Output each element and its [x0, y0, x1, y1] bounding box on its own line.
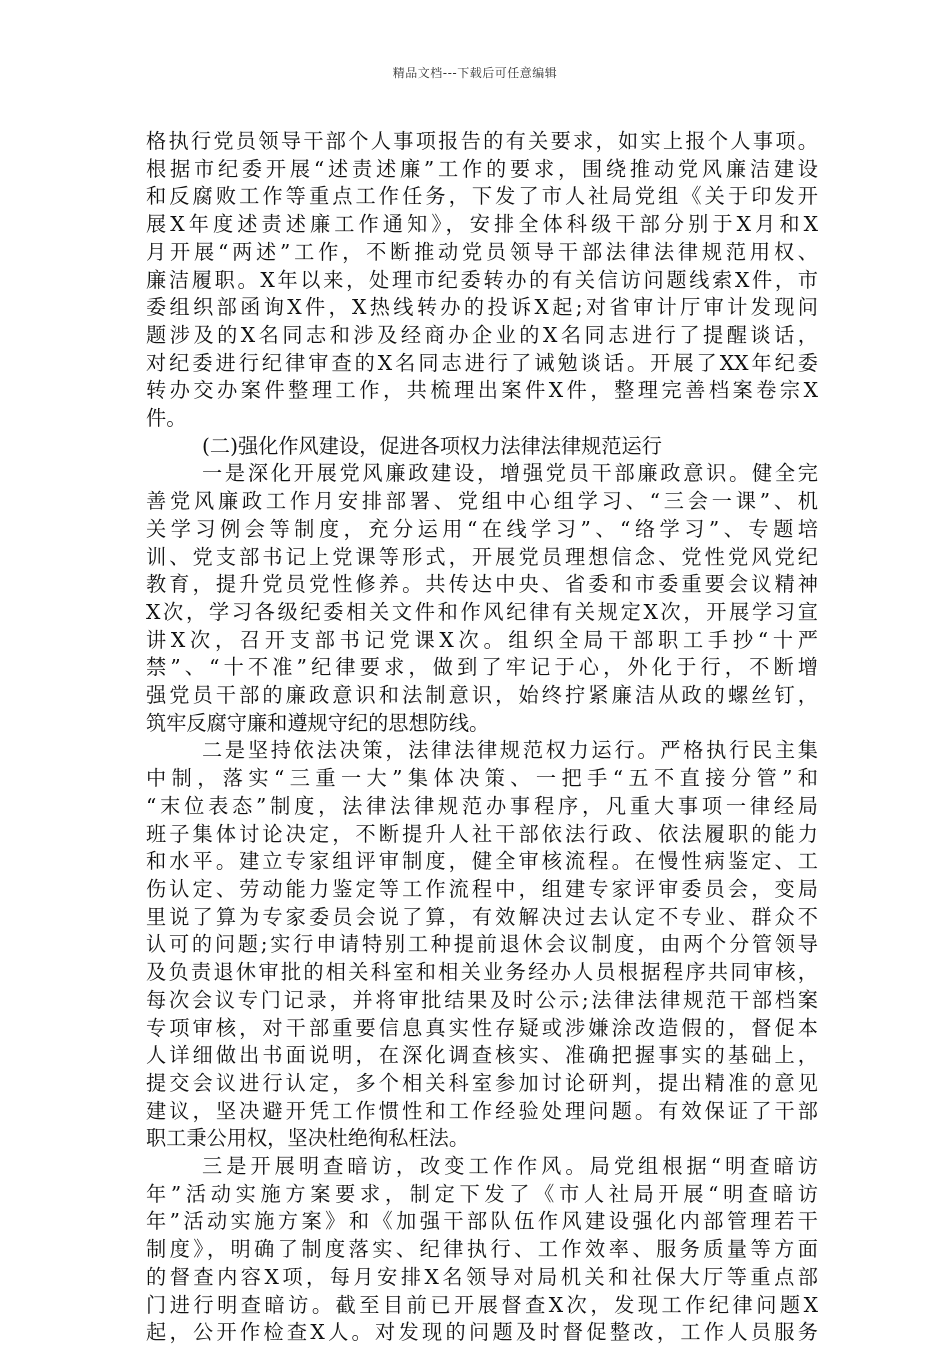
text-line: 善党风廉政工作月安排部署、党组中心组学习、“三会一课”、机	[146, 489, 818, 514]
text-line: 里说了算为专家委员会说了算，有效解决过去认定不专业、群众不	[146, 904, 818, 929]
text-line: (二)强化作风建设，促进各项权力法律法律规范运行	[202, 433, 662, 458]
text-line: 格执行党员领导干部个人事项报告的有关要求，如实上报个人事项。	[146, 129, 818, 153]
text-line: 职工秉公用权，坚决杜绝徇私枉法。	[146, 1126, 470, 1151]
text-line: 专项审核，对干部重要信息真实性存疑或涉嫌涂改造假的，督促本	[146, 1015, 818, 1040]
text-line: 和反腐败工作等重点工作任务，下发了市人社局党组《关于印发开	[146, 184, 818, 209]
text-line: 年”活动实施方案》和《加强干部队伍作风建设强化内部管理若干	[146, 1209, 818, 1234]
text-line: 廉洁履职。X年以来，处理市纪委转办的有关信访问题线索X件，市	[146, 267, 818, 292]
page-header: 精品文档---下载后可任意编辑	[392, 66, 558, 80]
text-line: 对纪委进行纪律审查的X名同志进行了诫勉谈话。开展了XX年纪委	[146, 350, 818, 375]
text-line: 三是开展明查暗访，改变工作作风。局党组根据“明查暗访	[202, 1154, 818, 1179]
text-line: 强党员干部的廉政意识和法制意识，始终拧紧廉洁从政的螺丝钉，	[146, 683, 818, 708]
text-line: 和水平。建立专家组评审制度，健全审核流程。在慢性病鉴定、工	[146, 849, 818, 874]
text-line: 及负责退休审批的相关科室和相关业务经办人员根据程序共同审核，	[146, 960, 818, 985]
text-line: 禁”、“十不准”纪律要求，做到了牢记于心，外化于行，不断增	[146, 655, 818, 680]
text-line: 伤认定、劳动能力鉴定等工作流程中，组建专家评审委员会，变局	[146, 876, 818, 901]
text-line: 一是深化开展党风廉政建设，增强党员干部廉政意识。健全完	[202, 461, 818, 486]
text-line: 人详细做出书面说明，在深化调查核实、准确把握事实的基础上，	[146, 1043, 818, 1068]
text-line: 筑牢反腐守廉和遵规守纪的思想防线。	[146, 710, 490, 735]
text-line: 讲X次，召开支部书记党课X次。组织全局干部职工手抄“十严	[146, 627, 818, 652]
text-line: 班子集体讨论决定，不断提升人社干部依法行政、依法履职的能力	[146, 821, 818, 846]
text-line: 年”活动实施方案要求，制定下发了《市人社局开展“明查暗访	[146, 1181, 818, 1206]
text-line: 的督查内容X项，每月安排X名领导对局机关和社保大厅等重点部	[146, 1264, 818, 1289]
text-line: 制度》，明确了制度落实、纪律执行、工作效率、服务质量等方面	[146, 1237, 818, 1262]
text-line: 展X年度述责述廉工作通知》，安排全体科级干部分别于X月和X	[146, 212, 818, 237]
text-line: 训、党支部书记上党课等形式，开展党员理想信念、党性党风党纪	[146, 544, 818, 569]
text-line: 提交会议进行认定，多个相关科室参加讨论研判，提出精准的意见	[146, 1070, 818, 1095]
text-line: 认可的问题;实行申请特别工种提前退休会议制度，由两个分管领导	[146, 932, 818, 957]
text-line: X次，学习各级纪委相关文件和作风纪律有关规定X次，开展学习宣	[146, 599, 818, 624]
text-line: 题涉及的X名同志和涉及经商办企业的X名同志进行了提醒谈话，	[146, 322, 818, 347]
text-line: 转办交办案件整理工作，共梳理出案件X件，整理完善档案卷宗X	[146, 378, 818, 403]
text-line: 委组织部函询X件，X热线转办的投诉X起;对省审计厅审计发现问	[146, 295, 818, 320]
text-line: 根据市纪委开展“述责述廉”工作的要求，围绕推动党风廉洁建设	[146, 156, 818, 181]
text-line: 门进行明查暗访。截至目前已开展督查X次，发现工作纪律问题X	[146, 1292, 818, 1317]
text-line: 每次会议专门记录，并将审批结果及时公示;法律法律规范干部档案	[146, 987, 818, 1012]
text-line: 教育，提升党员党性修养。共传达中央、省委和市委重要会议精神	[146, 572, 818, 597]
document-body	[146, 128, 818, 1347]
text-line: “末位表态”制度，法律法律规范办事程序，凡重大事项一律经局	[146, 793, 818, 818]
text-line: 起，公开作检查X人。对发现的问题及时督促整改，工作人员服务	[146, 1320, 818, 1345]
text-line: 二是坚持依法决策，法律法律规范权力运行。严格执行民主集	[202, 738, 818, 763]
text-line: 关学习例会等制度，充分运用“在线学习”、“络学习”、专题培	[146, 516, 818, 541]
text-line: 月开展“两述”工作，不断推动党员领导干部法律法律规范用权、	[146, 239, 818, 264]
text-line: 中制，落实“三重一大”集体决策、一把手“五不直接分管”和	[146, 766, 818, 791]
text-line: 建议，坚决避开凭工作惯性和工作经验处理问题。有效保证了干部	[146, 1098, 818, 1123]
text-line: 件。	[146, 406, 187, 431]
